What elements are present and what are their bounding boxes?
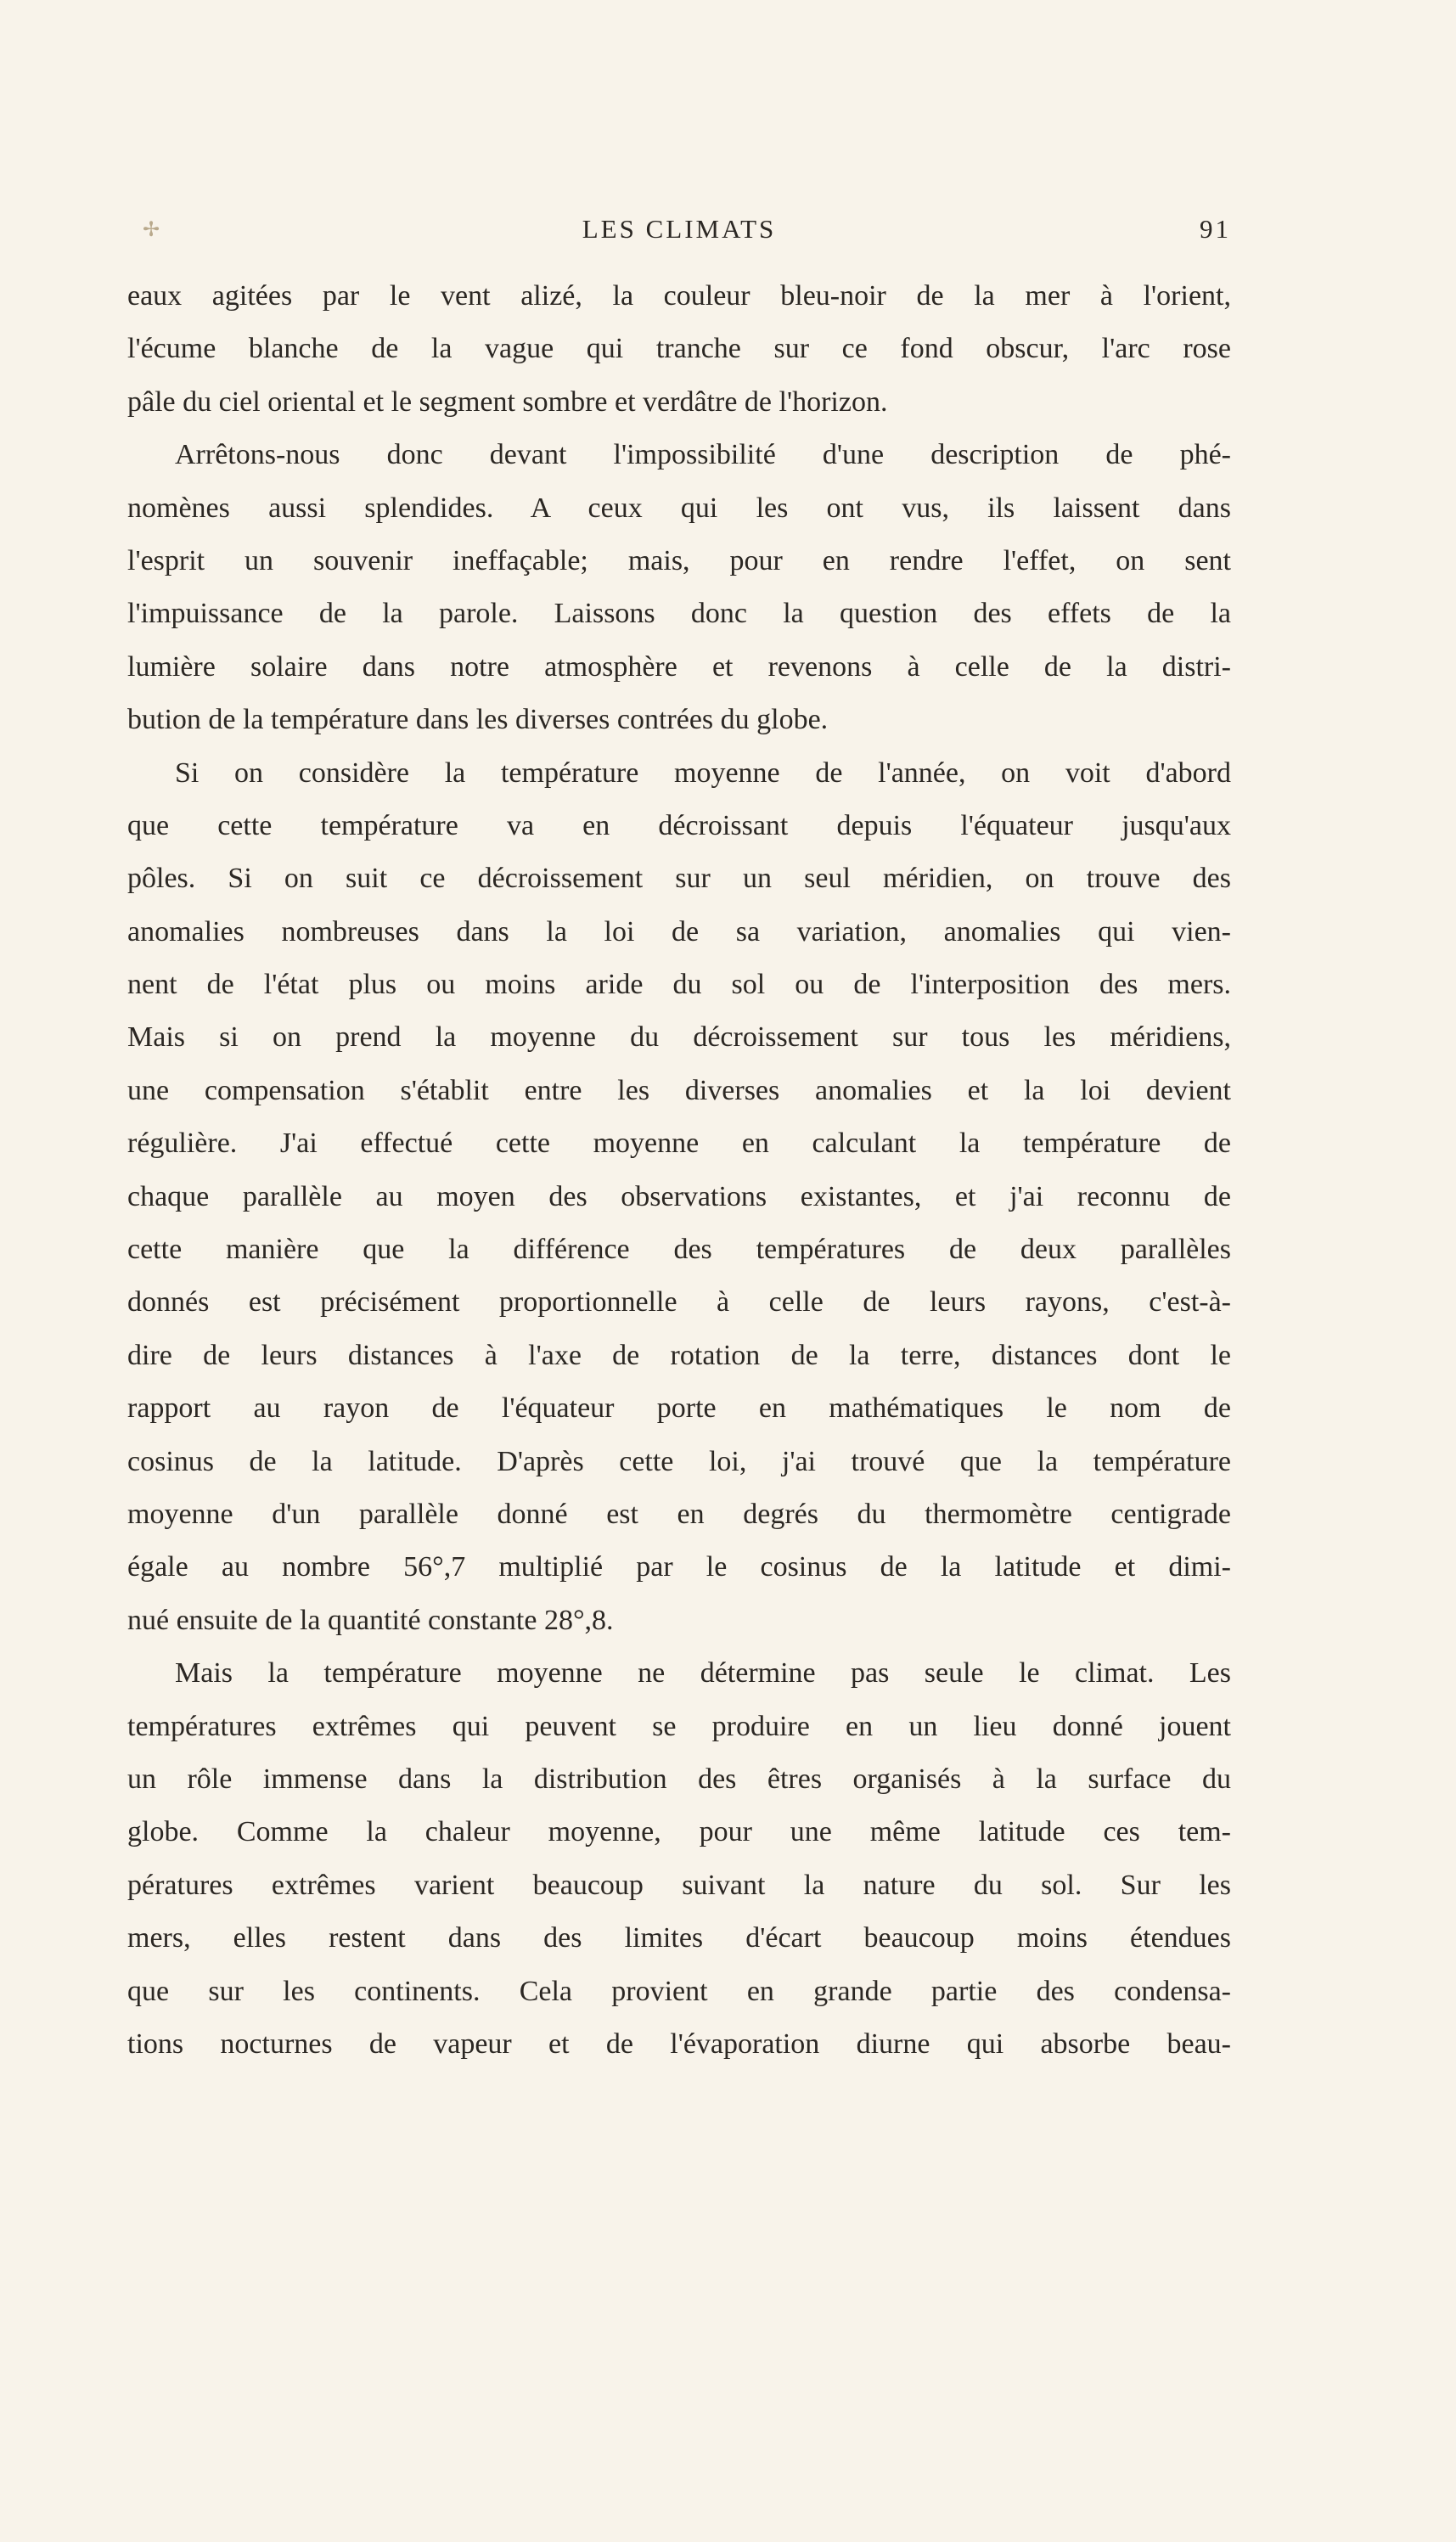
text-line: pâle du ciel oriental et le segment sombre et verdâtre de l'horizon. xyxy=(127,385,888,418)
text-line: nomènes aussi splendides. A ceux qui les ont vus, ils laissent dans xyxy=(127,492,1231,524)
text-line: cosinus de la latitude. D'après cette loi, j'ai trouvé que la température xyxy=(127,1445,1231,1477)
running-header xyxy=(127,214,1231,248)
text-line: dire de leurs distances à l'axe de rotation de la terre, distances dont le xyxy=(127,1339,1231,1371)
text-line: eaux agitées par le vent alizé, la couleur bleu-noir de la mer à l'orient, xyxy=(127,280,1231,312)
text-line: mers, elles restent dans des limites d'écart beaucoup moins étendues xyxy=(127,1922,1231,1954)
text-line: un rôle immense dans la distribution des êtres organisés à la surface du xyxy=(127,1763,1231,1795)
text-line: tions nocturnes de vapeur et de l'évaporation diurne qui absorbe beau- xyxy=(127,2027,1231,2060)
page-number: 91 xyxy=(1200,214,1231,244)
text-line: moyenne d'un parallèle donné est en degrés du thermomètre centigrade xyxy=(127,1498,1231,1530)
text-line: lumière solaire dans notre atmosphère et revenons à celle de la distri- xyxy=(127,650,1231,683)
text-line: chaque parallèle au moyen des observations existantes, et j'ai reconnu de xyxy=(127,1180,1231,1212)
text-line: Si on considère la température moyenne de l'année, on voit d'abord xyxy=(175,756,1231,789)
text-line: Mais la température moyenne ne détermine pas seule le climat. Les xyxy=(175,1657,1231,1690)
text-line: rapport au rayon de l'équateur porte en mathématiques le nom de xyxy=(127,1392,1231,1425)
text-line: Arrêtons-nous donc devant l'impossibilité d'une description de phé- xyxy=(175,439,1231,471)
running-title: LES CLIMATS xyxy=(582,214,777,244)
text-line: l'esprit un souvenir ineffaçable; mais, pour en rendre l'effet, on sent xyxy=(127,544,1231,576)
text-line: pôles. Si on suit ce décroissement sur un seul méridien, on trouve des xyxy=(127,863,1231,895)
text-line: Mais si on prend la moyenne du décroissement sur tous les méridiens, xyxy=(127,1021,1231,1054)
text-line: que sur les continents. Cela provient en grande partie des condensa- xyxy=(127,1975,1231,2007)
text-line: régulière. J'ai effectué cette moyenne en calculant la température de xyxy=(127,1128,1231,1160)
text-line: cette manière que la différence des températures de deux parallèles xyxy=(127,1234,1231,1266)
text-line: nué ensuite de la quantité constante 28°,8. xyxy=(127,1604,614,1636)
text-line: l'impuissance de la parole. Laissons donc la question des effets de la xyxy=(127,598,1231,630)
text-line: globe. Comme la chaleur moyenne, pour une même latitude ces tem- xyxy=(127,1816,1231,1848)
text-line: l'écume blanche de la vague qui tranche sur ce fond obscur, l'arc rose xyxy=(127,333,1231,365)
text-line: bution de la température dans les diverses contrées du globe. xyxy=(127,704,829,736)
text-line: égale au nombre 56°,7 multiplié par le cosinus de la latitude et dimi- xyxy=(127,1551,1231,1583)
printer-mark: ✢ xyxy=(143,219,163,241)
text-line: une compensation s'établit entre les diverses anomalies et la loi devient xyxy=(127,1074,1231,1106)
text-line: températures extrêmes qui peuvent se produire en un lieu donné jouent xyxy=(127,1710,1231,1742)
text-line: nent de l'état plus ou moins aride du sol ou de l'interposition des mers. xyxy=(127,969,1231,1001)
text-line: pératures extrêmes varient beaucoup suivant la nature du sol. Sur les xyxy=(127,1869,1231,1901)
body-text xyxy=(127,270,1231,2071)
text-line: donnés est précisément proportionnelle à celle de leurs rayons, c'est-à- xyxy=(127,1286,1231,1319)
text-line: anomalies nombreuses dans la loi de sa variation, anomalies qui vien- xyxy=(127,915,1231,948)
text-line: que cette température va en décroissant depuis l'équateur jusqu'aux xyxy=(127,809,1231,841)
